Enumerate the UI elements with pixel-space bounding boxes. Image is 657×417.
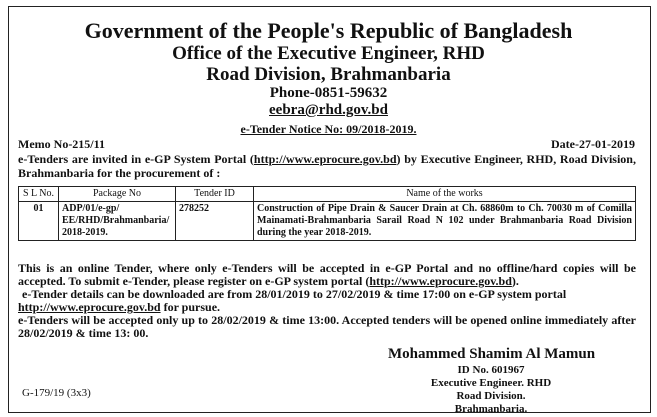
office-heading: Office of the Executive Engineer, RHD [172, 43, 485, 64]
header-name-of-works: Name of the works [254, 187, 636, 202]
p1-text-post: ). [511, 274, 519, 288]
memo-number: Memo No-215/11 [18, 137, 105, 151]
signatory-title: Executive Engineer. RHD [430, 377, 552, 389]
signatory-id: ID No. 601967 [457, 364, 525, 376]
division-heading: Road Division, Brahmanbaria [206, 64, 451, 85]
intro-text-post: ) by Executive Engineer, RHD, Road Division, Brahmanbaria for the procurement of : [18, 152, 636, 180]
signature-block [426, 364, 556, 416]
phone-line: Phone-0851-59632 [269, 85, 388, 101]
acceptance-paragraph: e-Tenders will be accepted only up to 28/02/2019 & time 13:00. Accepted tenders will be opened online immediately after 28/02/2019 & time 13: 00. [18, 313, 636, 340]
email-line: eebra@rhd.gov.bd [269, 102, 388, 118]
cell-package-no: ADP/01/e-gp/ EE/RHD/Brahmanbaria/ 2018-2019. [59, 202, 176, 241]
signatory-name: Mohammed Shamim Al Mamun [388, 346, 596, 362]
government-heading: Government of the People's Republic of Bangladesh [84, 18, 573, 43]
publication-reference: G-179/19 (3x3) [22, 387, 91, 399]
intro-text-pre: e-Tenders are invited in e-GP System Portal ( [18, 152, 254, 166]
header-sl-no: S L No. [19, 187, 59, 202]
table-header-row [19, 187, 636, 202]
conditions-block [18, 262, 636, 340]
header-package-no: Package No [59, 187, 176, 202]
tender-table [18, 186, 636, 241]
table-row [19, 202, 636, 241]
cell-tender-id: 278252 [176, 202, 254, 241]
notice-number: e-Tender Notice No: 09/2018-2019. [240, 122, 417, 136]
eprocure-link-2[interactable]: http://www.eprocure.gov.bd [369, 274, 512, 288]
eprocure-link-3[interactable]: http://www.eprocure.gov.bd [18, 300, 161, 314]
intro-paragraph [18, 152, 636, 180]
cell-name-of-works: Construction of Pipe Drain & Saucer Drain at Ch. 68860m to Ch. 70030 m of Comilla Mainamati-Brahmanbaria Sarail Road N 102 under Brahmanbaria Road Division during the year 2018-2019. [254, 202, 636, 241]
p2-text-post: for pursue. [160, 300, 221, 314]
online-tender-paragraph [18, 262, 636, 288]
cell-sl-no: 01 [19, 202, 59, 241]
header-tender-id: Tender ID [176, 187, 254, 202]
p2-text-pre: e-Tender details can be downloaded are from 28/01/2019 to 27/02/2019 & time 17:00 on e-GP system portal [22, 287, 567, 301]
signatory-division: Road Division. Brahmanbaria. [454, 390, 528, 415]
p1-text-pre: This is an online Tender, where only e-Tenders will be accepted in e-GP Portal and no offline/hard copies will be accepted. To submit e-Tender, please register on e-GP system portal ( [18, 261, 636, 288]
notice-date: Date-27-01-2019 [551, 137, 635, 151]
eprocure-link[interactable]: http://www.eprocure.gov.bd [253, 152, 397, 166]
